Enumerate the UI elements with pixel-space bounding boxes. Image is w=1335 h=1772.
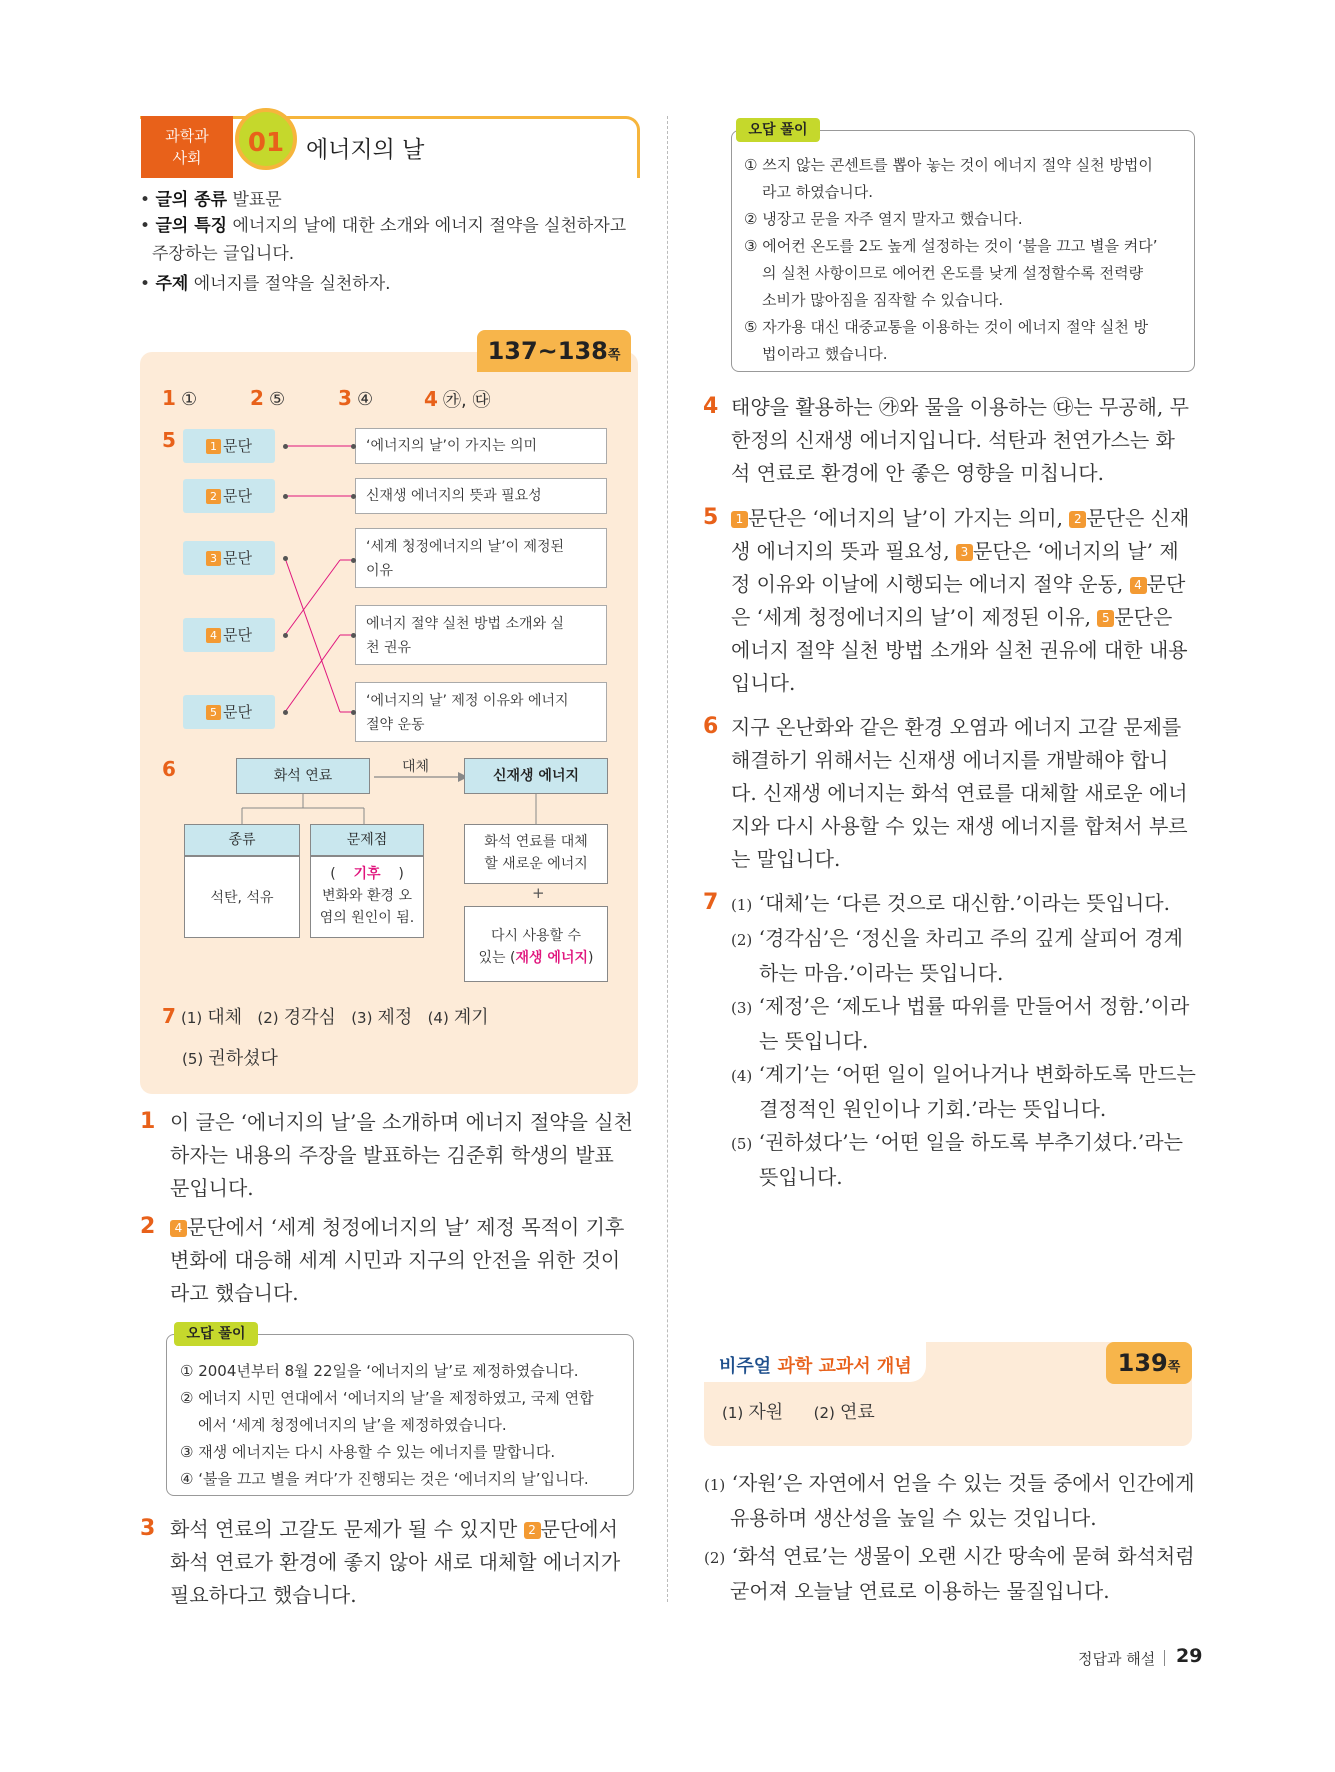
replace-label: 대체	[402, 759, 430, 775]
category-line2: 사회	[172, 149, 202, 167]
paragraph-5: 5 문단	[183, 695, 275, 729]
expl-7-num: 7	[703, 890, 719, 915]
lesson-number: 01	[235, 108, 297, 170]
expl-3: 화석 연료의 고갈도 문제가 될 수 있지만 2 문단에서 화석 연료가 환경에 좋지 않아 새로 대체할 에너지가 필요하다고 했습니다.	[170, 1517, 621, 1607]
expl-4-num: 4	[703, 394, 719, 419]
answer-7-row2: (5) 권하셨다	[182, 1048, 278, 1069]
dot-m1	[351, 444, 356, 449]
footer-label: 정답과 해설	[1078, 1650, 1156, 1668]
column-divider	[667, 116, 668, 1602]
meaning-2: 신재생 에너지의 뜻과 필요성	[355, 478, 607, 514]
paragraph-3: 3 문단	[183, 541, 275, 575]
expl-6: 지구 온난화와 같은 환경 오염과 에너지 고갈 문제를 해결하기 위해서는 신재생 에너지를 개발해야 합니 다. 신재생 에너지는 화석 연료를 대체할 새로운 에너 지와 다시 사용할 수 있는 재생 에너지를 합쳐서 부르 는 말입니다.	[731, 715, 1188, 871]
plus-sign: +	[532, 884, 545, 902]
answer-4: 4 ㉮, ㉰	[424, 387, 491, 411]
dot-p1	[283, 444, 288, 449]
expl-2-num: 2	[140, 1214, 156, 1239]
line-4-3	[285, 560, 340, 635]
line-3-5	[285, 558, 340, 712]
diagram-connectors	[180, 794, 620, 824]
dot-p3	[283, 556, 288, 561]
meaning-5: ‘에너지의 날’ 제정 이유와 에너지 절약 운동	[355, 682, 607, 742]
visual-answers: (1) 자원 (2) 연료	[722, 1402, 875, 1423]
renewable-energy-box: 신재생 에너지	[464, 758, 608, 794]
reuse-energy-cell: 다시 사용할 수 있는 (재생 에너지)	[464, 906, 608, 982]
info-theme: • 주제 에너지를 절약을 실천하자.	[140, 274, 391, 294]
kind-header: 종류	[184, 824, 300, 856]
kind-cell: 석탄, 석유	[184, 856, 300, 938]
footer-divider	[1164, 1650, 1165, 1666]
visual-expl-1: (1) ‘자원’은 자연에서 얻을 수 있는 것들 중에서 인간에게 유용하며 생산성을 높일 수 있는 것입니다.	[704, 1471, 1195, 1530]
left-wrong-answers: ① 2004년부터 8월 22일을 ‘에너지의 날’로 제정하였습니다. ② 에너지 시민 연대에서 ‘에너지의 날’을 제정하였고, 국제 연합 에서 ‘세계 청정에너지의 날’을 제정하였습니다. ③ 재생 에너지는 다시 사용할 수 있는 에너지를 말합니다. ④ ‘불을 끄고 별을 켜다’가 진행되는 것은 ‘에너지의 날’입니다.	[180, 1362, 594, 1488]
meaning-1: ‘에너지의 날’이 가지는 의미	[355, 428, 607, 464]
answer-3: 3 ④	[338, 386, 374, 410]
footer-page-number: 29	[1176, 1645, 1203, 1667]
dot-m2	[351, 494, 356, 499]
new-energy-cell: 화석 연료를 대체 할 새로운 에너지	[464, 824, 608, 884]
fossil-fuel-box: 화석 연료	[236, 758, 370, 794]
lesson-title: 에너지의 날	[306, 137, 425, 163]
category-line1: 과학과	[165, 127, 209, 145]
paragraph-4: 4 문단	[183, 618, 275, 652]
expl-6-num: 6	[703, 714, 719, 739]
answer-1: 1 ①	[162, 386, 198, 410]
info-feature: • 글의 특징 에너지의 날에 대한 소개와 에너지 절약을 실천하자고	[140, 216, 627, 236]
answer-6-num: 6	[162, 757, 176, 781]
page-tab: 137~138쪽	[477, 330, 631, 372]
problem-cell: ( 기후 ) 변화와 환경 오 염의 원인이 됨.	[310, 856, 424, 938]
expl-7: (1) ‘대체’는 ‘다른 것으로 대신함.’이라는 뜻입니다. (2) ‘경각심’은 ‘정신을 차리고 주의 깊게 살피어 경계 하는 마음.’이라는 뜻입니다. (3) ‘제정’은 ‘제도나 법률 따위를 만들어서 정함.’이라 는 뜻입니다. (4) ‘계기’는 ‘어떤 일이 일어나거나 변화하도록 만드는 결정적인 원인이나 기회.’라는 뜻입니다. (5) ‘권하셨다’는 ‘어떤 일을 하도록 부추기셨다.’라는 뜻입니다.	[731, 891, 1196, 1189]
expl-1-num: 1	[140, 1109, 156, 1134]
left-wrong-answers-tag: 오답 풀이	[174, 1322, 258, 1346]
info-feature-cont: 주장하는 글입니다.	[152, 244, 295, 264]
visual-expl-2: (2) ‘화석 연료’는 생물이 오랜 시간 땅속에 묻혀 화석처럼 굳어져 오늘날 연료로 이용하는 물질입니다.	[704, 1544, 1195, 1603]
reuse-answer: 재생 에너지	[515, 950, 588, 966]
dot-m5	[351, 710, 356, 715]
dot-p5	[283, 710, 288, 715]
dot-p4	[283, 633, 288, 638]
visual-page-tab: 139쪽	[1106, 1342, 1192, 1384]
expl-4: 태양을 활용하는 ㉮와 물을 이용하는 ㉰는 무공해, 무 한정의 신재생 에너지입니다. 석탄과 천연가스는 화 석 연료로 환경에 안 좋은 영향을 미칩니다.	[731, 395, 1189, 485]
replace-arrow	[370, 760, 470, 790]
info-genre: • 글의 종류 발표문	[140, 190, 282, 210]
right-wrong-answers: ① 쓰지 않는 콘센트를 뽑아 놓는 것이 에너지 절약 실천 방법이 라고 하였습니다. ② 냉장고 문을 자주 열지 말자고 했습니다. ③ 에어컨 온도를 2도 높게 설정하는 것이 ‘불을 끄고 별을 켜다’ 의 실천 사항이므로 에어컨 온도를 낮게 설정할수록 전력량 소비가 많아짐을 짐작할 수 있습니다. ⑤ 자가용 대신 대중교통을 이용하는 것이 에너지 절약 실천 방 법이라고 했습니다.	[744, 156, 1158, 363]
answer-5-num: 5	[162, 428, 176, 452]
matching-lines	[0, 0, 667, 760]
expl-1: 이 글은 ‘에너지의 날’을 소개하며 에너지 절약을 실천 하자는 내용의 주장을 발표하는 김준휘 학생의 발표 문입니다.	[170, 1110, 633, 1200]
dot-p2	[283, 494, 288, 499]
expl-3-num: 3	[140, 1516, 156, 1541]
right-wrong-answers-tag: 오답 풀이	[736, 118, 820, 142]
meaning-4: 에너지 절약 실천 방법 소개와 실 천 권유	[355, 605, 607, 665]
paragraph-1: 1 문단	[183, 429, 275, 463]
dot-m4	[351, 633, 356, 638]
expl-2: 4 문단에서 ‘세계 청정에너지의 날’ 제정 목적이 기후 변화에 대응해 세계 시민과 지구의 안전을 위한 것이 라고 했습니다.	[170, 1215, 625, 1305]
dot-m3	[351, 558, 356, 563]
answer-2: 2 ⑤	[250, 386, 286, 410]
expl-5-num: 5	[703, 505, 719, 530]
visual-title: 비주얼 과학 교과서 개념	[719, 1356, 912, 1377]
problem-answer: 기후	[353, 866, 381, 882]
line-5-4	[285, 635, 340, 712]
problem-header: 문제점	[310, 824, 424, 856]
expl-5: 1 문단은 ‘에너지의 날’이 가지는 의미, 2 문단은 신재 생 에너지의 뜻과 필요성, 3 문단은 ‘에너지의 날’ 제 정 이유와 이날에 시행되는 에너지 절약 운동, 4 문단 은 ‘세계 청정에너지의 날’이 제정된 이유, 5 문단은 에너지 절약 실천 방법 소개와 실천 권유에 대한 내용 입니다.	[731, 506, 1190, 695]
paragraph-2: 2 문단	[183, 479, 275, 513]
answer-7-row1: 7 (1) 대체 (2) 경각심 (3) 제정 (4) 계기	[162, 1004, 489, 1028]
meaning-3: ‘세계 청정에너지의 날’이 제정된 이유	[355, 528, 607, 588]
